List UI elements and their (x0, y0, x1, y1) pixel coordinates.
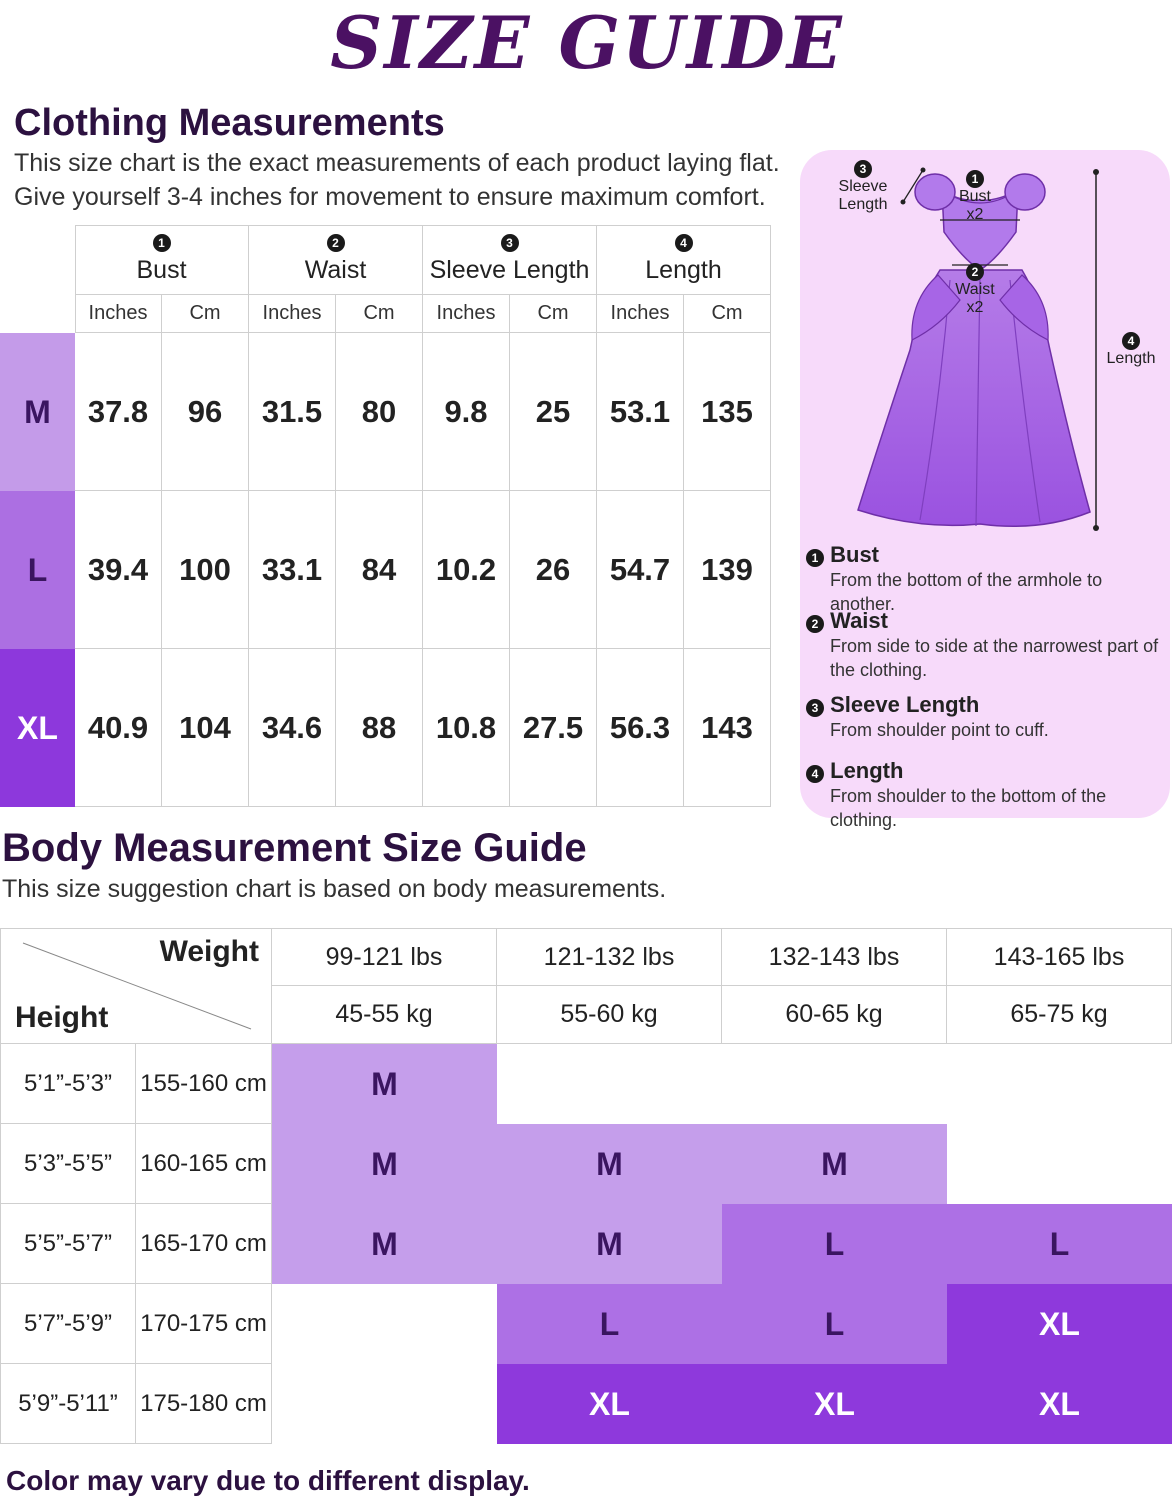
size-recommendation: L (497, 1284, 722, 1364)
definition-sleeve (806, 692, 1166, 742)
table-cell: 88 (336, 649, 423, 807)
unit-header: Inches (597, 295, 684, 333)
size-recommendation: M (497, 1124, 722, 1204)
bust-label: Bust (958, 188, 991, 205)
page-title: SIZE GUIDE (330, 0, 844, 85)
table-cell: 9.8 (423, 333, 510, 491)
height-ft: 5’5”-5’7” (0, 1204, 136, 1284)
height-cm: 170-175 cm (136, 1284, 272, 1364)
col-header-label: Length (645, 256, 722, 284)
clothing-description-line2: Give yourself 3-4 inches for movement to ensure maximum comfort. (14, 183, 766, 211)
height-ft: 5’9”-5’11” (0, 1364, 136, 1444)
col-header-label: Bust (136, 256, 187, 284)
table-cell: 53.1 (597, 333, 684, 491)
waist-mult: x2 (966, 299, 984, 316)
def-waist-text2: the clothing. (830, 660, 928, 680)
table-cell: 104 (162, 649, 249, 807)
body-heading: Body Measurement Size Guide (2, 826, 587, 870)
sleeve-label-line2: Length (838, 196, 888, 213)
table-cell: 10.2 (423, 491, 510, 649)
table-cell: 80 (336, 333, 423, 491)
diagram-length-label (1096, 332, 1166, 368)
table-cell: 100 (162, 491, 249, 649)
size-recommendation: XL (722, 1364, 947, 1444)
table-cell: 34.6 (249, 649, 336, 807)
def-sleeve-text: From shoulder point to cuff. (830, 720, 1049, 740)
unit-header: Cm (684, 295, 771, 333)
footer-note: Color may vary due to different display. (6, 1465, 530, 1496)
weight-kg-header: 65-75 kg (947, 986, 1172, 1044)
def-sleeve-title: Sleeve Length (830, 692, 980, 717)
definition-length (806, 758, 1170, 832)
size-label-xl: XL (0, 649, 75, 807)
def-sleeve-num: 3 (806, 699, 824, 717)
clothing-description (14, 146, 794, 214)
bust-mult: x2 (966, 206, 984, 223)
table-cell: 37.8 (75, 333, 162, 491)
col-header-2 (423, 225, 597, 295)
col-header-1 (249, 225, 423, 295)
diagram-sleeve-label (828, 160, 898, 214)
weight-lbs-header: 99-121 lbs (272, 928, 497, 986)
table-cell: 33.1 (249, 491, 336, 649)
size-recommendation: XL (497, 1364, 722, 1444)
clothing-description-line1: This size chart is the exact measurements of each product laying flat. (14, 149, 780, 177)
weight-lbs-header: 121-132 lbs (497, 928, 722, 986)
bust-num-badge: 1 (966, 170, 984, 188)
def-bust-text: From the bottom of the armhole to another. (830, 570, 1103, 614)
def-waist-num: 2 (806, 615, 824, 633)
height-ft: 5’3”-5’5” (0, 1124, 136, 1204)
def-length-text: From shoulder to the bottom of the clothing. (830, 786, 1107, 830)
col-header-3 (597, 225, 771, 295)
definition-bust (806, 542, 1166, 616)
size-recommendation: L (722, 1284, 947, 1364)
definition-waist (806, 608, 1166, 682)
table-cell: 135 (684, 333, 771, 491)
clothing-heading: Clothing Measurements (14, 102, 445, 144)
size-recommendation: L (947, 1204, 1172, 1284)
weight-height-corner (0, 928, 272, 1044)
length-label: Length (1106, 350, 1156, 367)
height-ft: 5’1”-5’3” (0, 1044, 136, 1124)
diagram-waist-label (950, 263, 1000, 317)
body-description: This size suggestion chart is based on body measurements. (2, 875, 667, 903)
table-cell: 54.7 (597, 491, 684, 649)
weight-kg-header: 55-60 kg (497, 986, 722, 1044)
height-cm: 155-160 cm (136, 1044, 272, 1124)
sleeve-num-badge: 3 (854, 160, 872, 178)
height-cm: 175-180 cm (136, 1364, 272, 1444)
unit-header: Inches (75, 295, 162, 333)
table-cell: 143 (684, 649, 771, 807)
table-cell: 10.8 (423, 649, 510, 807)
diagram-panel (800, 150, 1170, 830)
def-waist-title: Waist (830, 608, 888, 633)
table-cell: 40.9 (75, 649, 162, 807)
weight-lbs-header: 143-165 lbs (947, 928, 1172, 986)
def-bust-title: Bust (830, 542, 880, 567)
def-length-num: 4 (806, 765, 824, 783)
table-cell: 84 (336, 491, 423, 649)
table-cell: 26 (510, 491, 597, 649)
size-recommendation: M (272, 1204, 497, 1284)
height-cm: 160-165 cm (136, 1124, 272, 1204)
height-axis-label: Height (15, 1001, 109, 1034)
size-label-l: L (0, 491, 75, 649)
size-recommendation: M (272, 1044, 497, 1124)
weight-kg-header: 60-65 kg (722, 986, 947, 1044)
size-recommendation: XL (947, 1364, 1172, 1444)
table-cell: 96 (162, 333, 249, 491)
body-table (0, 928, 1174, 1448)
table-cell: 31.5 (249, 333, 336, 491)
col-num-badge: 3 (501, 234, 519, 252)
weight-axis-label: Weight (159, 935, 259, 968)
height-cm: 165-170 cm (136, 1204, 272, 1284)
clothing-table (0, 225, 775, 810)
col-num-badge: 2 (327, 234, 345, 252)
def-bust-num: 1 (806, 549, 824, 567)
unit-header: Cm (162, 295, 249, 333)
table-cell: 139 (684, 491, 771, 649)
table-cell: 56.3 (597, 649, 684, 807)
unit-header: Inches (423, 295, 510, 333)
col-header-label: Waist (304, 256, 367, 284)
def-waist-text: From side to side at the narrowest part of (830, 636, 1159, 656)
unit-header: Inches (249, 295, 336, 333)
table-cell: 25 (510, 333, 597, 491)
col-header-label: Sleeve Length (429, 256, 590, 284)
length-num-badge: 4 (1122, 332, 1140, 350)
size-recommendation: L (722, 1204, 947, 1284)
size-recommendation: M (722, 1124, 947, 1204)
table-cell: 39.4 (75, 491, 162, 649)
height-ft: 5’7”-5’9” (0, 1284, 136, 1364)
col-num-badge: 4 (675, 234, 693, 252)
size-recommendation: M (497, 1204, 722, 1284)
def-length-title: Length (830, 758, 904, 783)
waist-num-badge: 2 (966, 263, 984, 281)
size-recommendation: M (272, 1124, 497, 1204)
unit-header: Cm (336, 295, 423, 333)
table-cell: 27.5 (510, 649, 597, 807)
weight-lbs-header: 132-143 lbs (722, 928, 947, 986)
sleeve-label-line1: Sleeve (838, 178, 888, 195)
size-recommendation: XL (947, 1284, 1172, 1364)
weight-kg-header: 45-55 kg (272, 986, 497, 1044)
col-num-badge: 1 (153, 234, 171, 252)
waist-label: Waist (955, 281, 995, 298)
col-header-0 (75, 225, 249, 295)
unit-header: Cm (510, 295, 597, 333)
diagram-bust-label (950, 170, 1000, 224)
size-label-m: M (0, 333, 75, 491)
